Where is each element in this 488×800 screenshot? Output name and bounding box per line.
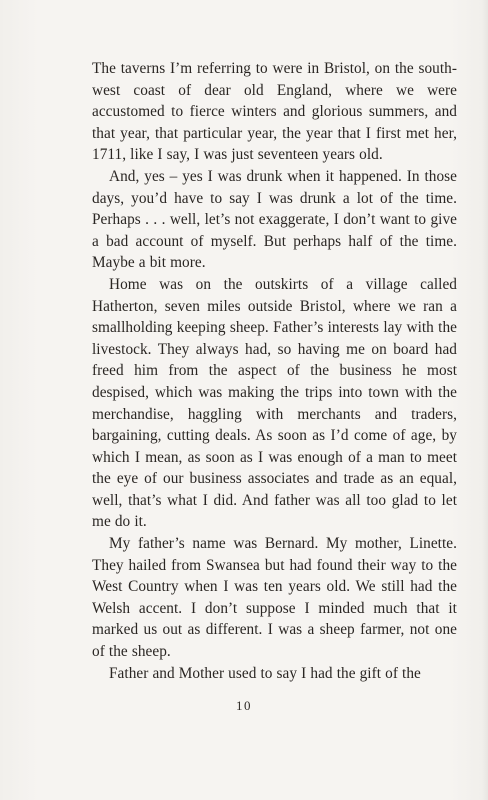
page-edge-shadow (482, 0, 488, 800)
paragraph-4: My father’s name was Bernard. My mother, Linette. They hailed from Swansea but had found their way to the West Country when I was ten years old. We still had the Welsh accent. I don’t suppose I minded much that it marked us out as different. I was a sheep farmer, not one of the sheep. (92, 535, 457, 661)
paragraph-1: The taverns I’m referring to were in Bristol, on the south-west coast of dear old England, where we were accustomed to fierce winters and glorious summers, and that year, that particular year, the year that I first met her, 1711, like I say, I was just seventeen years old. (92, 60, 457, 164)
body-text (92, 58, 457, 684)
paragraph-3: Home was on the outskirts of a village called Hatherton, seven miles outside Bristol, where we ran a smallholding keeping sheep. Father’s interests lay with the livestock. They always had, so having me on board had freed him from the aspect of the business he most despised, which was making the trips into town with the merchandise, haggling with merchants and traders, bargaining, cutting deals. As soon as I’d come of age, by which I mean, as soon as I was enough of a man to meet the eye of our business associates and trade as an equal, well, that’s what I did. And father was all too glad to let me do it. (92, 275, 457, 531)
paragraph-5: Father and Mother used to say I had the gift of the (109, 664, 421, 682)
page-number: 10 (236, 698, 252, 713)
paragraph-2: And, yes – yes I was drunk when it happened. In those days, you’d have to say I was drunk a lot of the time. Perhaps . . . well, let’s not exaggerate, I don’t want to give a bad account of myself. But perhaps half of the time. Maybe a bit more. (92, 167, 457, 272)
